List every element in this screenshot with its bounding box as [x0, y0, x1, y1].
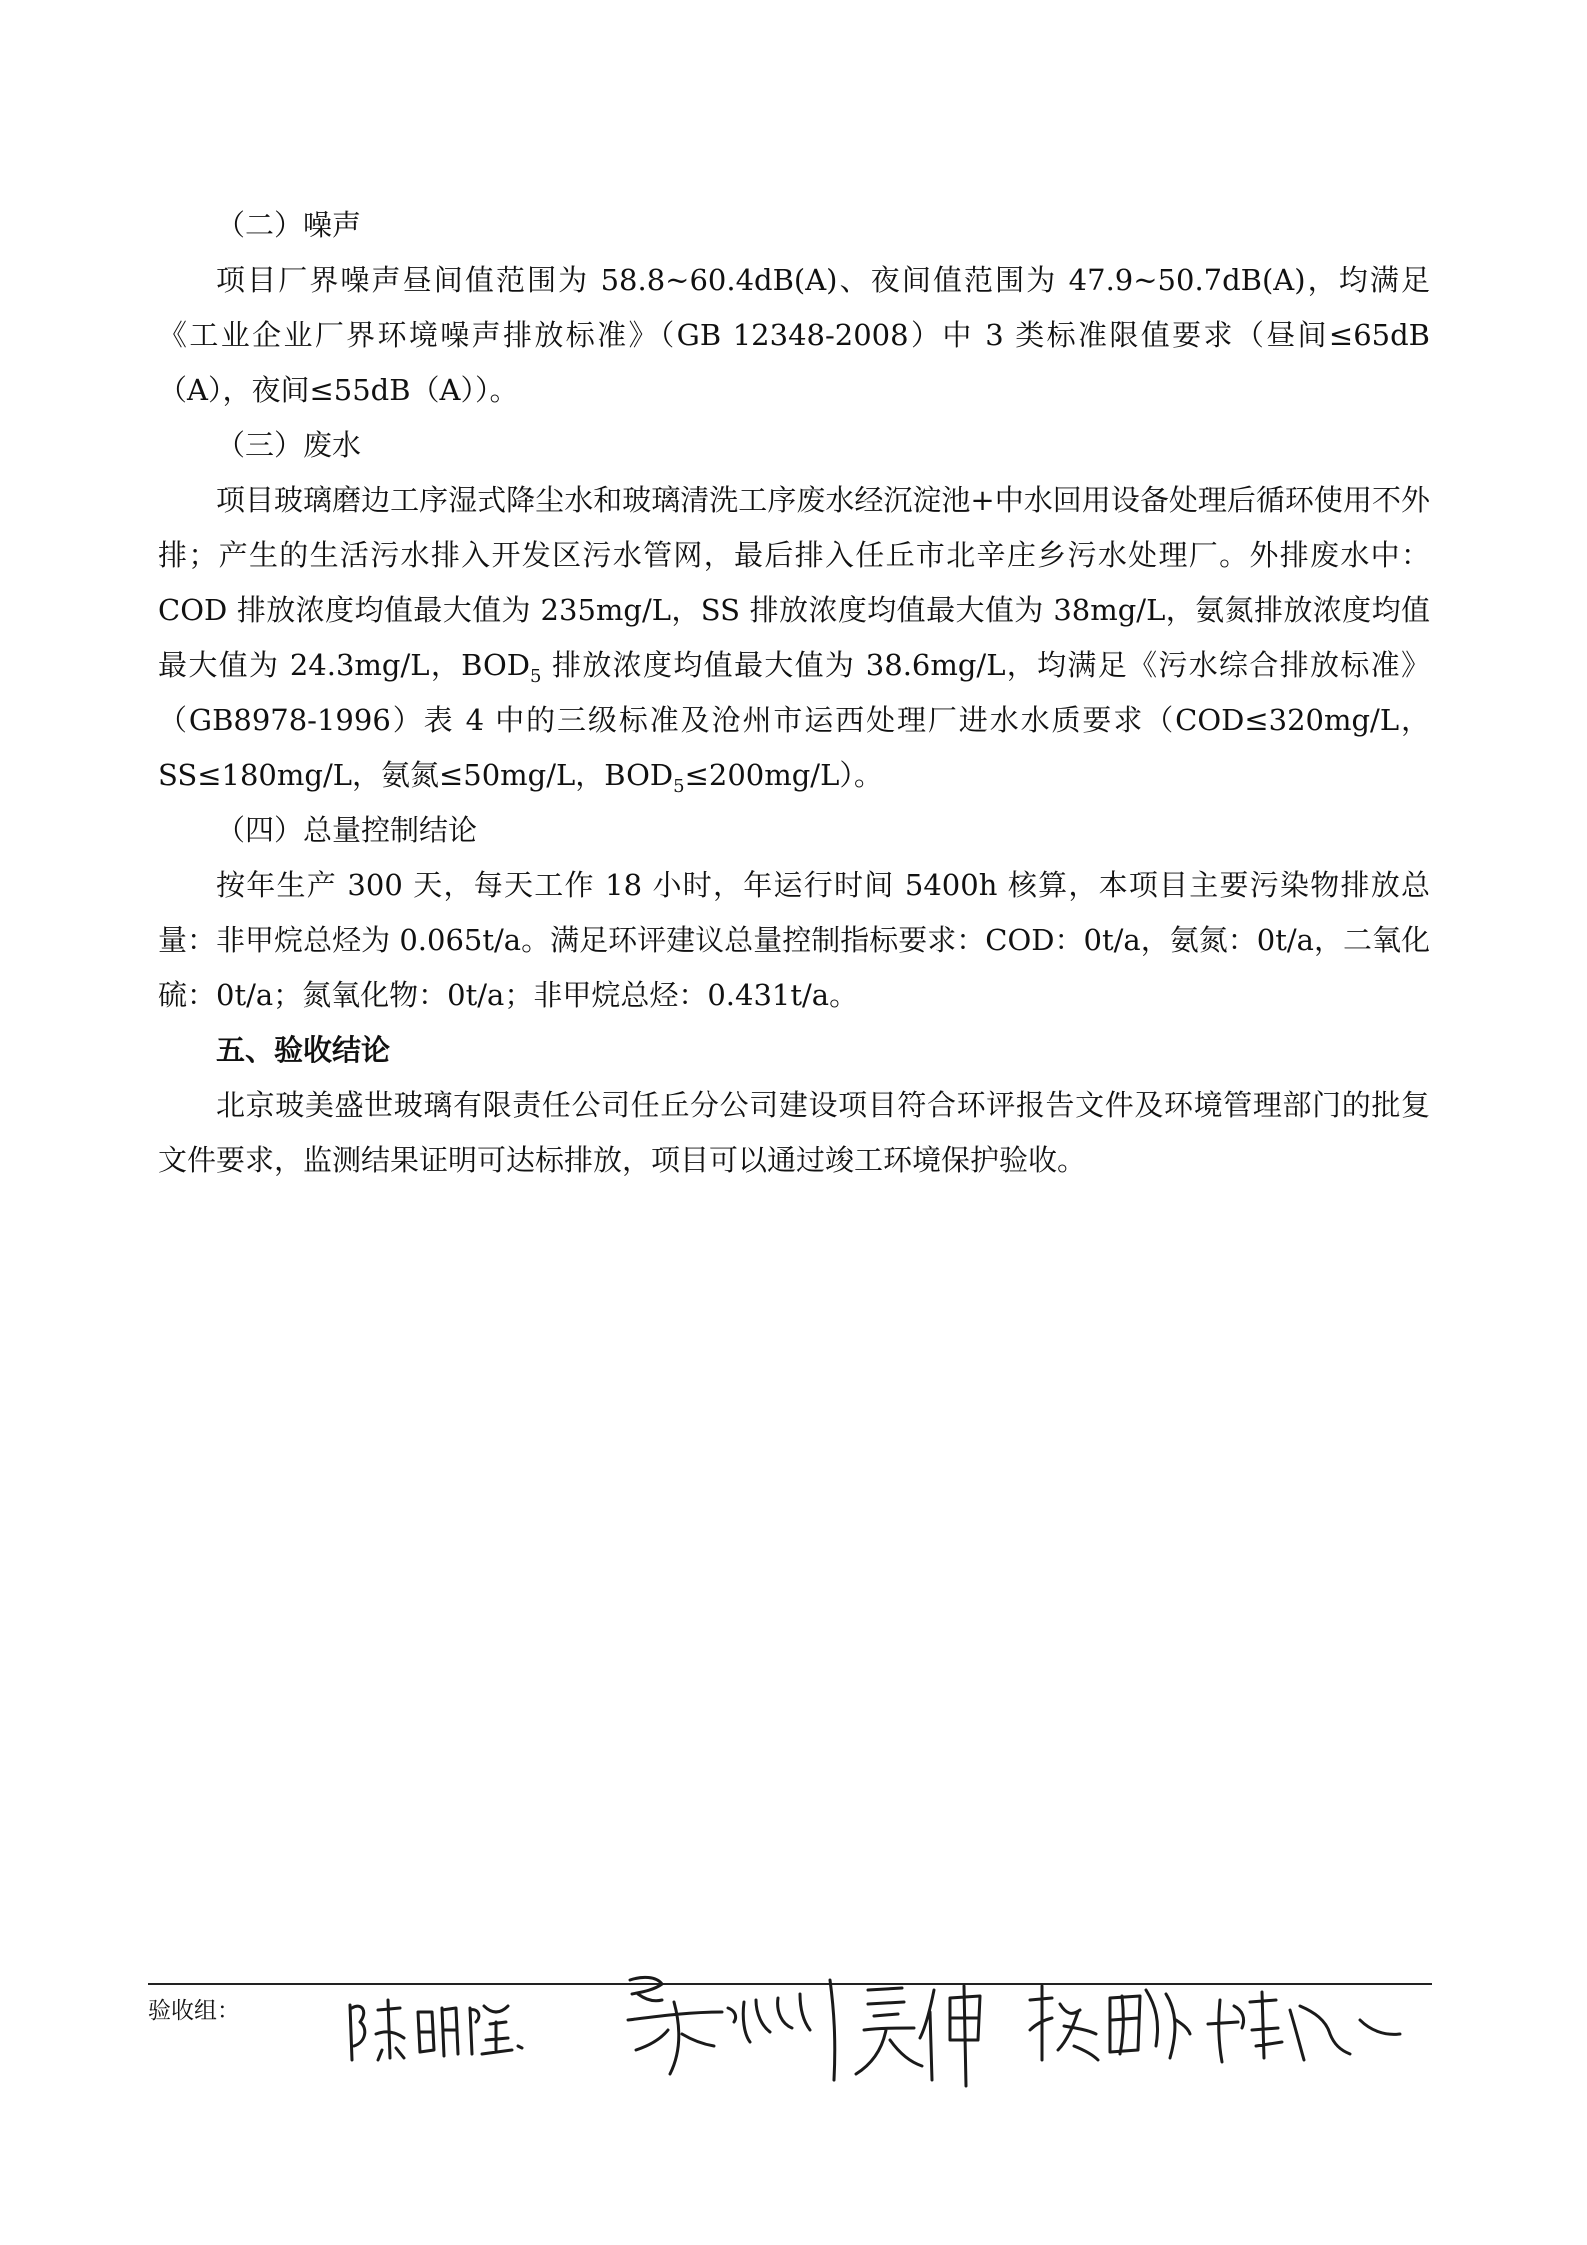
handwritten-signatures: [330, 1950, 1550, 2120]
noise-heading: （二）噪声: [216, 208, 362, 242]
total-control-paragraph: 按年生产 300 天，每天工作 18 小时，年运行时间 5400h 核算，本项目主要污染物排放总量：非甲烷总烃为 0.065t/a。满足环评建议总量控制指标要求：COD：0t/a，氨氮：0t/a，二氧化硫：0t/a；氮氧化物：0t/a；非甲烷总烃：0.431t/a。: [158, 868, 1430, 1012]
wastewater-heading: （三）废水: [216, 428, 362, 462]
conclusion-heading: 五、验收结论: [216, 1033, 391, 1067]
signature-1: [350, 2000, 522, 2060]
bod-subscript-1: 5: [530, 665, 542, 687]
conclusion-paragraph: 北京玻美盛世玻璃有限责任公司任丘分公司建设项目符合环评报告文件及环境管理部门的批复文件要求，监测结果证明可达标排放，项目可以通过竣工环境保护验收。: [158, 1088, 1430, 1177]
total-control-heading: （四）总量控制结论: [216, 813, 478, 847]
signatures-drawing: [330, 1950, 1550, 2120]
wastewater-text-3: ≤200mg/L）。: [684, 758, 883, 792]
acceptance-group-label: 验收组：: [148, 1998, 240, 2024]
wastewater-text-1: 项目玻璃磨边工序湿式降尘水和玻璃清洗工序废水经沉淀池+中水回用设备处理后循环使用不外排；产生的生活污水排入开发区污水管网，最后排入任丘市北辛庄乡污水处理厂。外排废水中：COD 排放浓度均值最大值为 235mg/L，SS 排放浓度均值最大值为 38mg/L，氨氮排放浓度均值最大值为 24.3mg/L，BOD: [158, 483, 1430, 682]
signature-2: [628, 1977, 980, 2086]
wastewater-paragraph: [158, 473, 1430, 803]
document-body: [158, 198, 1430, 1188]
wastewater-text-2: 排放浓度均值最大值为 38.6mg/L，均满足《污水综合排放标准》（GB8978-1996）表 4 中的三级标准及沧州市运西处理厂进水水质要求（COD≤320mg/L，SS≤180mg/L，氨氮≤50mg/L，BOD: [158, 648, 1430, 792]
noise-paragraph: 项目厂界噪声昼间值范围为 58.8~60.4dB(A)、夜间值范围为 47.9~50.7dB(A)，均满足《工业企业厂界环境噪声排放标准》（GB 12348-2008）中 3 类标准限值要求（昼间≤65dB（A），夜间≤55dB（A））。: [158, 263, 1430, 407]
signature-3: [1030, 1986, 1400, 2062]
bod-subscript-2: 5: [673, 775, 685, 797]
